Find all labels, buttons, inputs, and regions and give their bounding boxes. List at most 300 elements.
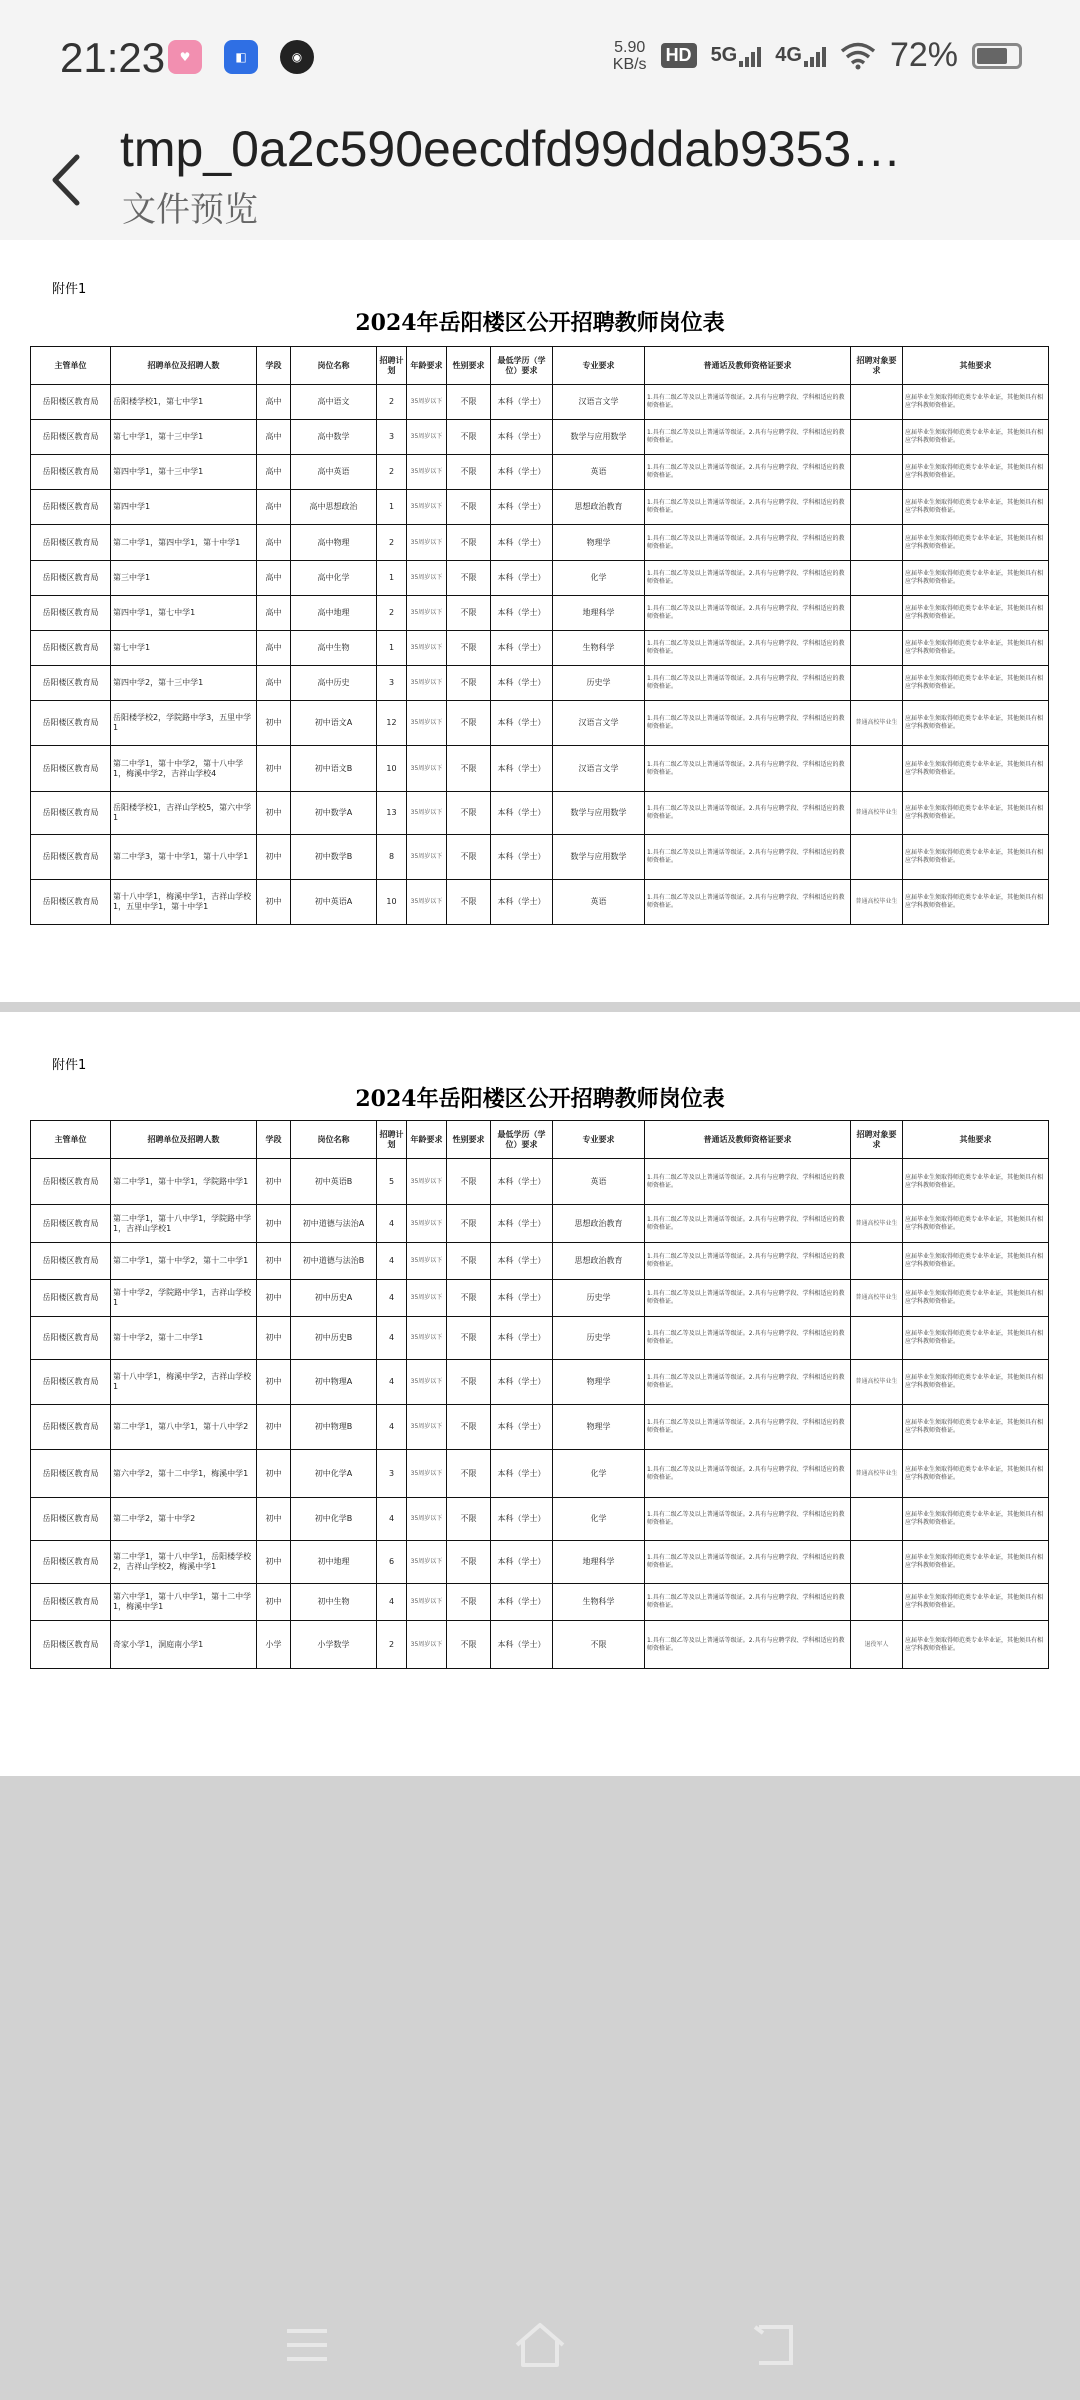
table-row	[31, 880, 1049, 925]
cell-unit: 岳阳楼区教育局	[31, 455, 111, 490]
cell-post: 初中物理B	[291, 1405, 377, 1450]
cell-age: 35周岁以下	[407, 1317, 447, 1360]
cell-other: 应届毕业生须取得师范类专业毕业证，其他须具有相应学科教师资格证。	[903, 1317, 1049, 1360]
cell-age: 35周岁以下	[407, 1205, 447, 1243]
table-row	[31, 561, 1049, 596]
cell-stage: 初中	[257, 701, 291, 746]
cell-cert: 1.具有二级乙等及以上普通话等级证。2.具有与应聘学段、学科相适应的教师资格证。	[645, 701, 851, 746]
cell-target: 退役军人	[851, 1621, 903, 1669]
column-header: 学段	[257, 1121, 291, 1159]
cell-unit: 岳阳楼区教育局	[31, 490, 111, 525]
app-notification-icon: ♥	[168, 40, 202, 74]
back-nav-icon	[751, 2323, 795, 2367]
cell-degree: 本科（学士）	[491, 835, 553, 880]
table-row	[31, 385, 1049, 420]
cell-age: 35周岁以下	[407, 701, 447, 746]
cell-age: 35周岁以下	[407, 1498, 447, 1541]
cell-unit: 岳阳楼区教育局	[31, 1159, 111, 1205]
cell-gender: 不限	[447, 1541, 491, 1584]
cell-target	[851, 455, 903, 490]
cell-age: 35周岁以下	[407, 631, 447, 666]
cell-school: 第十八中学1，梅溪中学2，吉祥山学校1	[111, 1360, 257, 1405]
cell-major: 数学与应用数学	[553, 835, 645, 880]
cell-plan: 3	[377, 420, 407, 455]
cell-degree: 本科（学士）	[491, 490, 553, 525]
cell-stage: 初中	[257, 1205, 291, 1243]
cell-age: 35周岁以下	[407, 525, 447, 561]
cell-gender: 不限	[447, 1317, 491, 1360]
cell-plan: 6	[377, 1541, 407, 1584]
cell-target	[851, 420, 903, 455]
signal-4g-icon: 4G	[775, 44, 826, 67]
cell-major: 思想政治教育	[553, 490, 645, 525]
cell-major: 地理科学	[553, 596, 645, 631]
cell-cert: 1.具有二级乙等及以上普通话等级证。2.具有与应聘学段、学科相适应的教师资格证。	[645, 1243, 851, 1280]
cell-age: 35周岁以下	[407, 835, 447, 880]
cell-degree: 本科（学士）	[491, 1280, 553, 1317]
column-header: 性别要求	[447, 347, 491, 385]
cell-stage: 高中	[257, 561, 291, 596]
cell-target: 普通高校毕业生	[851, 880, 903, 925]
cell-other: 应届毕业生须取得师范类专业毕业证，其他须具有相应学科教师资格证。	[903, 792, 1049, 835]
cell-unit: 岳阳楼区教育局	[31, 420, 111, 455]
table-row	[31, 1360, 1049, 1405]
cell-plan: 4	[377, 1584, 407, 1621]
document-page-2[interactable]	[0, 1012, 1080, 1776]
status-bar	[0, 0, 1080, 120]
cell-plan: 4	[377, 1317, 407, 1360]
document-title: 2024年岳阳楼区公开招聘教师岗位表	[355, 1086, 725, 1112]
cell-gender: 不限	[447, 631, 491, 666]
cell-age: 35周岁以下	[407, 1360, 447, 1405]
back-button[interactable]	[36, 140, 96, 220]
table-row	[31, 701, 1049, 746]
cell-unit: 岳阳楼区教育局	[31, 835, 111, 880]
cell-post: 初中历史B	[291, 1317, 377, 1360]
cell-degree: 本科（学士）	[491, 1621, 553, 1669]
cell-target: 普通高校毕业生	[851, 1280, 903, 1317]
cell-plan: 3	[377, 1450, 407, 1498]
cell-school: 第十八中学1，梅溪中学1，吉祥山学校1，五里中学1，第十中学1	[111, 880, 257, 925]
cell-degree: 本科（学士）	[491, 1541, 553, 1584]
cell-cert: 1.具有二级乙等及以上普通话等级证。2.具有与应聘学段、学科相适应的教师资格证。	[645, 490, 851, 525]
cell-post: 初中英语A	[291, 880, 377, 925]
cell-age: 35周岁以下	[407, 1280, 447, 1317]
cell-stage: 高中	[257, 385, 291, 420]
cell-age: 35周岁以下	[407, 1450, 447, 1498]
cell-stage: 初中	[257, 1405, 291, 1450]
table-row	[31, 666, 1049, 701]
battery-percent: 72%	[889, 36, 958, 74]
cell-age: 35周岁以下	[407, 596, 447, 631]
cell-unit: 岳阳楼区教育局	[31, 1584, 111, 1621]
cell-major: 思想政治教育	[553, 1205, 645, 1243]
cell-degree: 本科（学士）	[491, 1498, 553, 1541]
cell-age: 35周岁以下	[407, 1584, 447, 1621]
cell-cert: 1.具有二级乙等及以上普通话等级证。2.具有与应聘学段、学科相适应的教师资格证。	[645, 420, 851, 455]
cell-target	[851, 666, 903, 701]
document-page-1[interactable]	[0, 240, 1080, 1002]
cell-target	[851, 746, 903, 792]
cell-cert: 1.具有二级乙等及以上普通话等级证。2.具有与应聘学段、学科相适应的教师资格证。	[645, 596, 851, 631]
cell-other: 应届毕业生须取得师范类专业毕业证，其他须具有相应学科教师资格证。	[903, 525, 1049, 561]
job-table-2	[30, 1120, 1049, 1669]
cell-plan: 4	[377, 1205, 407, 1243]
cell-unit: 岳阳楼区教育局	[31, 525, 111, 561]
cell-unit: 岳阳楼区教育局	[31, 1205, 111, 1243]
cell-stage: 初中	[257, 880, 291, 925]
cell-school: 第七中学1，第十三中学1	[111, 420, 257, 455]
cell-major: 数学与应用数学	[553, 792, 645, 835]
cell-gender: 不限	[447, 596, 491, 631]
cell-age: 35周岁以下	[407, 792, 447, 835]
table-row	[31, 596, 1049, 631]
cell-other: 应届毕业生须取得师范类专业毕业证，其他须具有相应学科教师资格证。	[903, 1205, 1049, 1243]
column-header: 专业要求	[553, 347, 645, 385]
system-nav-bar	[0, 2290, 1080, 2400]
cell-plan: 10	[377, 746, 407, 792]
app-header	[0, 120, 1080, 240]
cell-degree: 本科（学士）	[491, 1205, 553, 1243]
cell-school: 第四中学1	[111, 490, 257, 525]
cell-stage: 初中	[257, 746, 291, 792]
cell-degree: 本科（学士）	[491, 1584, 553, 1621]
back-nav-button[interactable]	[743, 2320, 803, 2370]
cell-other: 应届毕业生须取得师范类专业毕业证，其他须具有相应学科教师资格证。	[903, 1541, 1049, 1584]
cell-stage: 初中	[257, 1450, 291, 1498]
cell-plan: 10	[377, 880, 407, 925]
cell-plan: 13	[377, 792, 407, 835]
cell-plan: 2	[377, 385, 407, 420]
cell-degree: 本科（学士）	[491, 455, 553, 490]
cell-other: 应届毕业生须取得师范类专业毕业证，其他须具有相应学科教师资格证。	[903, 1243, 1049, 1280]
cell-other: 应届毕业生须取得师范类专业毕业证，其他须具有相应学科教师资格证。	[903, 1405, 1049, 1450]
table-row	[31, 1498, 1049, 1541]
cell-post: 初中化学B	[291, 1498, 377, 1541]
wifi-icon	[840, 42, 876, 70]
table-row	[31, 1541, 1049, 1584]
cell-age: 35周岁以下	[407, 880, 447, 925]
cell-gender: 不限	[447, 666, 491, 701]
cell-target	[851, 525, 903, 561]
cell-age: 35周岁以下	[407, 1159, 447, 1205]
cell-gender: 不限	[447, 1205, 491, 1243]
column-header: 岗位名称	[291, 347, 377, 385]
cell-age: 35周岁以下	[407, 666, 447, 701]
cell-gender: 不限	[447, 1159, 491, 1205]
table-row	[31, 792, 1049, 835]
cell-target: 普通高校毕业生	[851, 1205, 903, 1243]
cell-stage: 初中	[257, 1243, 291, 1280]
column-header: 岗位名称	[291, 1121, 377, 1159]
cell-major: 汉语言文学	[553, 701, 645, 746]
cell-plan: 1	[377, 561, 407, 596]
cell-post: 高中生物	[291, 631, 377, 666]
cell-post: 初中道德与法治B	[291, 1243, 377, 1280]
cell-degree: 本科（学士）	[491, 385, 553, 420]
column-header: 招聘单位及招聘人数	[111, 1121, 257, 1159]
cell-other: 应届毕业生须取得师范类专业毕业证，其他须具有相应学科教师资格证。	[903, 385, 1049, 420]
cell-major: 英语	[553, 880, 645, 925]
cell-gender: 不限	[447, 1621, 491, 1669]
table-row	[31, 1405, 1049, 1450]
cell-age: 35周岁以下	[407, 385, 447, 420]
cell-gender: 不限	[447, 455, 491, 490]
cell-plan: 4	[377, 1280, 407, 1317]
cell-other: 应届毕业生须取得师范类专业毕业证，其他须具有相应学科教师资格证。	[903, 490, 1049, 525]
chevron-left-icon	[49, 153, 83, 207]
notification-icons	[168, 40, 314, 74]
column-header: 学段	[257, 347, 291, 385]
cell-target	[851, 1159, 903, 1205]
cell-unit: 岳阳楼区教育局	[31, 746, 111, 792]
cell-unit: 岳阳楼区教育局	[31, 1243, 111, 1280]
cell-degree: 本科（学士）	[491, 1450, 553, 1498]
cell-age: 35周岁以下	[407, 455, 447, 490]
cell-degree: 本科（学士）	[491, 701, 553, 746]
cell-plan: 2	[377, 1621, 407, 1669]
cell-gender: 不限	[447, 490, 491, 525]
cell-cert: 1.具有二级乙等及以上普通话等级证。2.具有与应聘学段、学科相适应的教师资格证。	[645, 1405, 851, 1450]
cell-other: 应届毕业生须取得师范类专业毕业证，其他须具有相应学科教师资格证。	[903, 746, 1049, 792]
cell-major: 历史学	[553, 1280, 645, 1317]
cell-plan: 1	[377, 631, 407, 666]
cell-plan: 8	[377, 835, 407, 880]
cell-other: 应届毕业生须取得师范类专业毕业证，其他须具有相应学科教师资格证。	[903, 666, 1049, 701]
cell-post: 高中地理	[291, 596, 377, 631]
cell-stage: 高中	[257, 490, 291, 525]
cell-stage: 小学	[257, 1621, 291, 1669]
network-speed: 5.90 KB/s	[612, 38, 647, 73]
cell-stage: 初中	[257, 1280, 291, 1317]
column-header: 招聘单位及招聘人数	[111, 347, 257, 385]
cell-school: 第四中学1，第十三中学1	[111, 455, 257, 490]
cell-school: 第二中学1，第十中学2，第十二中学1	[111, 1243, 257, 1280]
cell-age: 35周岁以下	[407, 1243, 447, 1280]
column-header: 普通话及教师资格证要求	[645, 1121, 851, 1159]
column-header: 招聘计划	[377, 347, 407, 385]
table-row	[31, 1205, 1049, 1243]
cell-unit: 岳阳楼区教育局	[31, 792, 111, 835]
cell-cert: 1.具有二级乙等及以上普通话等级证。2.具有与应聘学段、学科相适应的教师资格证。	[645, 1498, 851, 1541]
column-header: 年龄要求	[407, 1121, 447, 1159]
cell-school: 第二中学1，第八中学1，第十八中学2	[111, 1405, 257, 1450]
menu-button[interactable]	[277, 2320, 337, 2370]
cell-stage: 初中	[257, 1159, 291, 1205]
cell-plan: 4	[377, 1405, 407, 1450]
cell-unit: 岳阳楼区教育局	[31, 1621, 111, 1669]
cell-gender: 不限	[447, 1498, 491, 1541]
cell-gender: 不限	[447, 880, 491, 925]
cell-school: 第二中学1，第四中学1，第十中学1	[111, 525, 257, 561]
cell-target	[851, 1498, 903, 1541]
cell-target	[851, 1317, 903, 1360]
cell-school: 岳阳楼学校1，第七中学1	[111, 385, 257, 420]
cell-stage: 初中	[257, 1584, 291, 1621]
column-header: 其他要求	[903, 347, 1049, 385]
battery-icon	[972, 43, 1022, 69]
cell-cert: 1.具有二级乙等及以上普通话等级证。2.具有与应聘学段、学科相适应的教师资格证。	[645, 525, 851, 561]
cell-degree: 本科（学士）	[491, 525, 553, 561]
table-row	[31, 631, 1049, 666]
cell-unit: 岳阳楼区教育局	[31, 631, 111, 666]
cell-degree: 本科（学士）	[491, 596, 553, 631]
cell-gender: 不限	[447, 1243, 491, 1280]
cell-cert: 1.具有二级乙等及以上普通话等级证。2.具有与应聘学段、学科相适应的教师资格证。	[645, 1360, 851, 1405]
cell-unit: 岳阳楼区教育局	[31, 1280, 111, 1317]
cell-cert: 1.具有二级乙等及以上普通话等级证。2.具有与应聘学段、学科相适应的教师资格证。	[645, 1621, 851, 1669]
cell-target	[851, 1584, 903, 1621]
cell-gender: 不限	[447, 420, 491, 455]
cell-target	[851, 385, 903, 420]
table-row	[31, 1317, 1049, 1360]
column-header: 性别要求	[447, 1121, 491, 1159]
status-time: 21:23	[60, 34, 166, 81]
cell-school: 第二中学1，第十八中学1，学院路中学1，吉祥山学校1	[111, 1205, 257, 1243]
column-header: 年龄要求	[407, 347, 447, 385]
cell-major: 数学与应用数学	[553, 420, 645, 455]
cell-stage: 初中	[257, 792, 291, 835]
table-row	[31, 1584, 1049, 1621]
cell-post: 初中数学A	[291, 792, 377, 835]
cell-target	[851, 1405, 903, 1450]
cell-cert: 1.具有二级乙等及以上普通话等级证。2.具有与应聘学段、学科相适应的教师资格证。	[645, 1317, 851, 1360]
cell-school: 第十中学2，第十二中学1	[111, 1317, 257, 1360]
cell-degree: 本科（学士）	[491, 666, 553, 701]
cell-other: 应届毕业生须取得师范类专业毕业证，其他须具有相应学科教师资格证。	[903, 596, 1049, 631]
home-button[interactable]	[510, 2320, 570, 2370]
table-row	[31, 420, 1049, 455]
app-notification-icon: ◧	[224, 40, 258, 74]
cell-major: 汉语言文学	[553, 385, 645, 420]
cell-gender: 不限	[447, 1405, 491, 1450]
cell-stage: 高中	[257, 666, 291, 701]
cell-post: 初中历史A	[291, 1280, 377, 1317]
table-row	[31, 1159, 1049, 1205]
cell-degree: 本科（学士）	[491, 1243, 553, 1280]
table-row	[31, 1280, 1049, 1317]
status-indicators	[613, 36, 1022, 75]
cell-school: 第二中学2，第十中学2	[111, 1498, 257, 1541]
cell-cert: 1.具有二级乙等及以上普通话等级证。2.具有与应聘学段、学科相适应的教师资格证。	[645, 792, 851, 835]
cell-unit: 岳阳楼区教育局	[31, 1317, 111, 1360]
cell-major: 物理学	[553, 1405, 645, 1450]
cell-cert: 1.具有二级乙等及以上普通话等级证。2.具有与应聘学段、学科相适应的教师资格证。	[645, 746, 851, 792]
cell-other: 应届毕业生须取得师范类专业毕业证，其他须具有相应学科教师资格证。	[903, 701, 1049, 746]
cell-major: 生物科学	[553, 631, 645, 666]
cell-plan: 1	[377, 490, 407, 525]
cell-other: 应届毕业生须取得师范类专业毕业证，其他须具有相应学科教师资格证。	[903, 1360, 1049, 1405]
cell-gender: 不限	[447, 701, 491, 746]
cell-school: 岳阳楼学校2，学院路中学3，五里中学1	[111, 701, 257, 746]
cell-cert: 1.具有二级乙等及以上普通话等级证。2.具有与应聘学段、学科相适应的教师资格证。	[645, 631, 851, 666]
cell-major: 汉语言文学	[553, 746, 645, 792]
cell-plan: 2	[377, 455, 407, 490]
job-table-1	[30, 346, 1049, 925]
cell-unit: 岳阳楼区教育局	[31, 880, 111, 925]
cell-other: 应届毕业生须取得师范类专业毕业证，其他须具有相应学科教师资格证。	[903, 1159, 1049, 1205]
cell-stage: 初中	[257, 1541, 291, 1584]
cell-age: 35周岁以下	[407, 420, 447, 455]
cell-degree: 本科（学士）	[491, 1405, 553, 1450]
cell-degree: 本科（学士）	[491, 561, 553, 596]
table-row	[31, 1450, 1049, 1498]
cell-age: 35周岁以下	[407, 1541, 447, 1584]
cell-age: 35周岁以下	[407, 490, 447, 525]
cell-post: 初中地理	[291, 1541, 377, 1584]
column-header: 招聘计划	[377, 1121, 407, 1159]
cell-stage: 高中	[257, 596, 291, 631]
cell-school: 岳阳楼学校1，吉祥山学校5，第六中学1	[111, 792, 257, 835]
cell-degree: 本科（学士）	[491, 746, 553, 792]
cell-school: 第六中学2，第十二中学1，梅溪中学1	[111, 1450, 257, 1498]
cell-degree: 本科（学士）	[491, 1159, 553, 1205]
cell-post: 高中历史	[291, 666, 377, 701]
cell-plan: 4	[377, 1360, 407, 1405]
column-header: 最低学历（学位）要求	[491, 1121, 553, 1159]
cell-plan: 2	[377, 525, 407, 561]
cell-post: 高中物理	[291, 525, 377, 561]
cell-stage: 高中	[257, 525, 291, 561]
cell-post: 初中化学A	[291, 1450, 377, 1498]
cell-target	[851, 631, 903, 666]
table-row	[31, 1243, 1049, 1280]
cell-target: 普通高校毕业生	[851, 792, 903, 835]
cell-major: 生物科学	[553, 1584, 645, 1621]
cell-school: 第二中学1，第十中学2，第十八中学1，梅溪中学2，吉祥山学校4	[111, 746, 257, 792]
cell-post: 高中数学	[291, 420, 377, 455]
cell-post: 初中道德与法治A	[291, 1205, 377, 1243]
cell-school: 第二中学1，第十八中学1，岳阳楼学校2，吉祥山学校2，梅溪中学1	[111, 1541, 257, 1584]
cell-school: 第四中学1，第七中学1	[111, 596, 257, 631]
cell-school: 第二中学3，第十中学1，第十八中学1	[111, 835, 257, 880]
attachment-label: 附件1	[52, 1058, 87, 1073]
column-header: 招聘对象要求	[851, 1121, 903, 1159]
menu-icon	[285, 2327, 329, 2363]
cell-target: 普通高校毕业生	[851, 701, 903, 746]
column-header: 专业要求	[553, 1121, 645, 1159]
cell-school: 第四中学2，第十三中学1	[111, 666, 257, 701]
column-header: 主管单位	[31, 1121, 111, 1159]
cell-gender: 不限	[447, 1360, 491, 1405]
cell-post: 初中数学B	[291, 835, 377, 880]
column-header: 主管单位	[31, 347, 111, 385]
cell-cert: 1.具有二级乙等及以上普通话等级证。2.具有与应聘学段、学科相适应的教师资格证。	[645, 1205, 851, 1243]
cell-age: 35周岁以下	[407, 746, 447, 792]
cell-gender: 不限	[447, 1280, 491, 1317]
cell-other: 应届毕业生须取得师范类专业毕业证，其他须具有相应学科教师资格证。	[903, 1498, 1049, 1541]
table-row	[31, 525, 1049, 561]
cell-plan: 3	[377, 666, 407, 701]
file-preview-label: 文件预览	[122, 190, 258, 230]
cell-unit: 岳阳楼区教育局	[31, 1450, 111, 1498]
cell-major: 化学	[553, 561, 645, 596]
cell-major: 化学	[553, 1450, 645, 1498]
cell-other: 应届毕业生须取得师范类专业毕业证，其他须具有相应学科教师资格证。	[903, 835, 1049, 880]
cell-cert: 1.具有二级乙等及以上普通话等级证。2.具有与应聘学段、学科相适应的教师资格证。	[645, 1541, 851, 1584]
cell-gender: 不限	[447, 746, 491, 792]
cell-school: 第七中学1	[111, 631, 257, 666]
table-row	[31, 490, 1049, 525]
cell-target	[851, 596, 903, 631]
document-title: 2024年岳阳楼区公开招聘教师岗位表	[355, 310, 725, 336]
cell-stage: 初中	[257, 1498, 291, 1541]
home-icon	[513, 2321, 567, 2369]
cell-major: 思想政治教育	[553, 1243, 645, 1280]
cell-major: 物理学	[553, 1360, 645, 1405]
file-title: tmp_0a2c590eecdfd99ddab9353…	[120, 121, 902, 177]
cell-target	[851, 1243, 903, 1280]
